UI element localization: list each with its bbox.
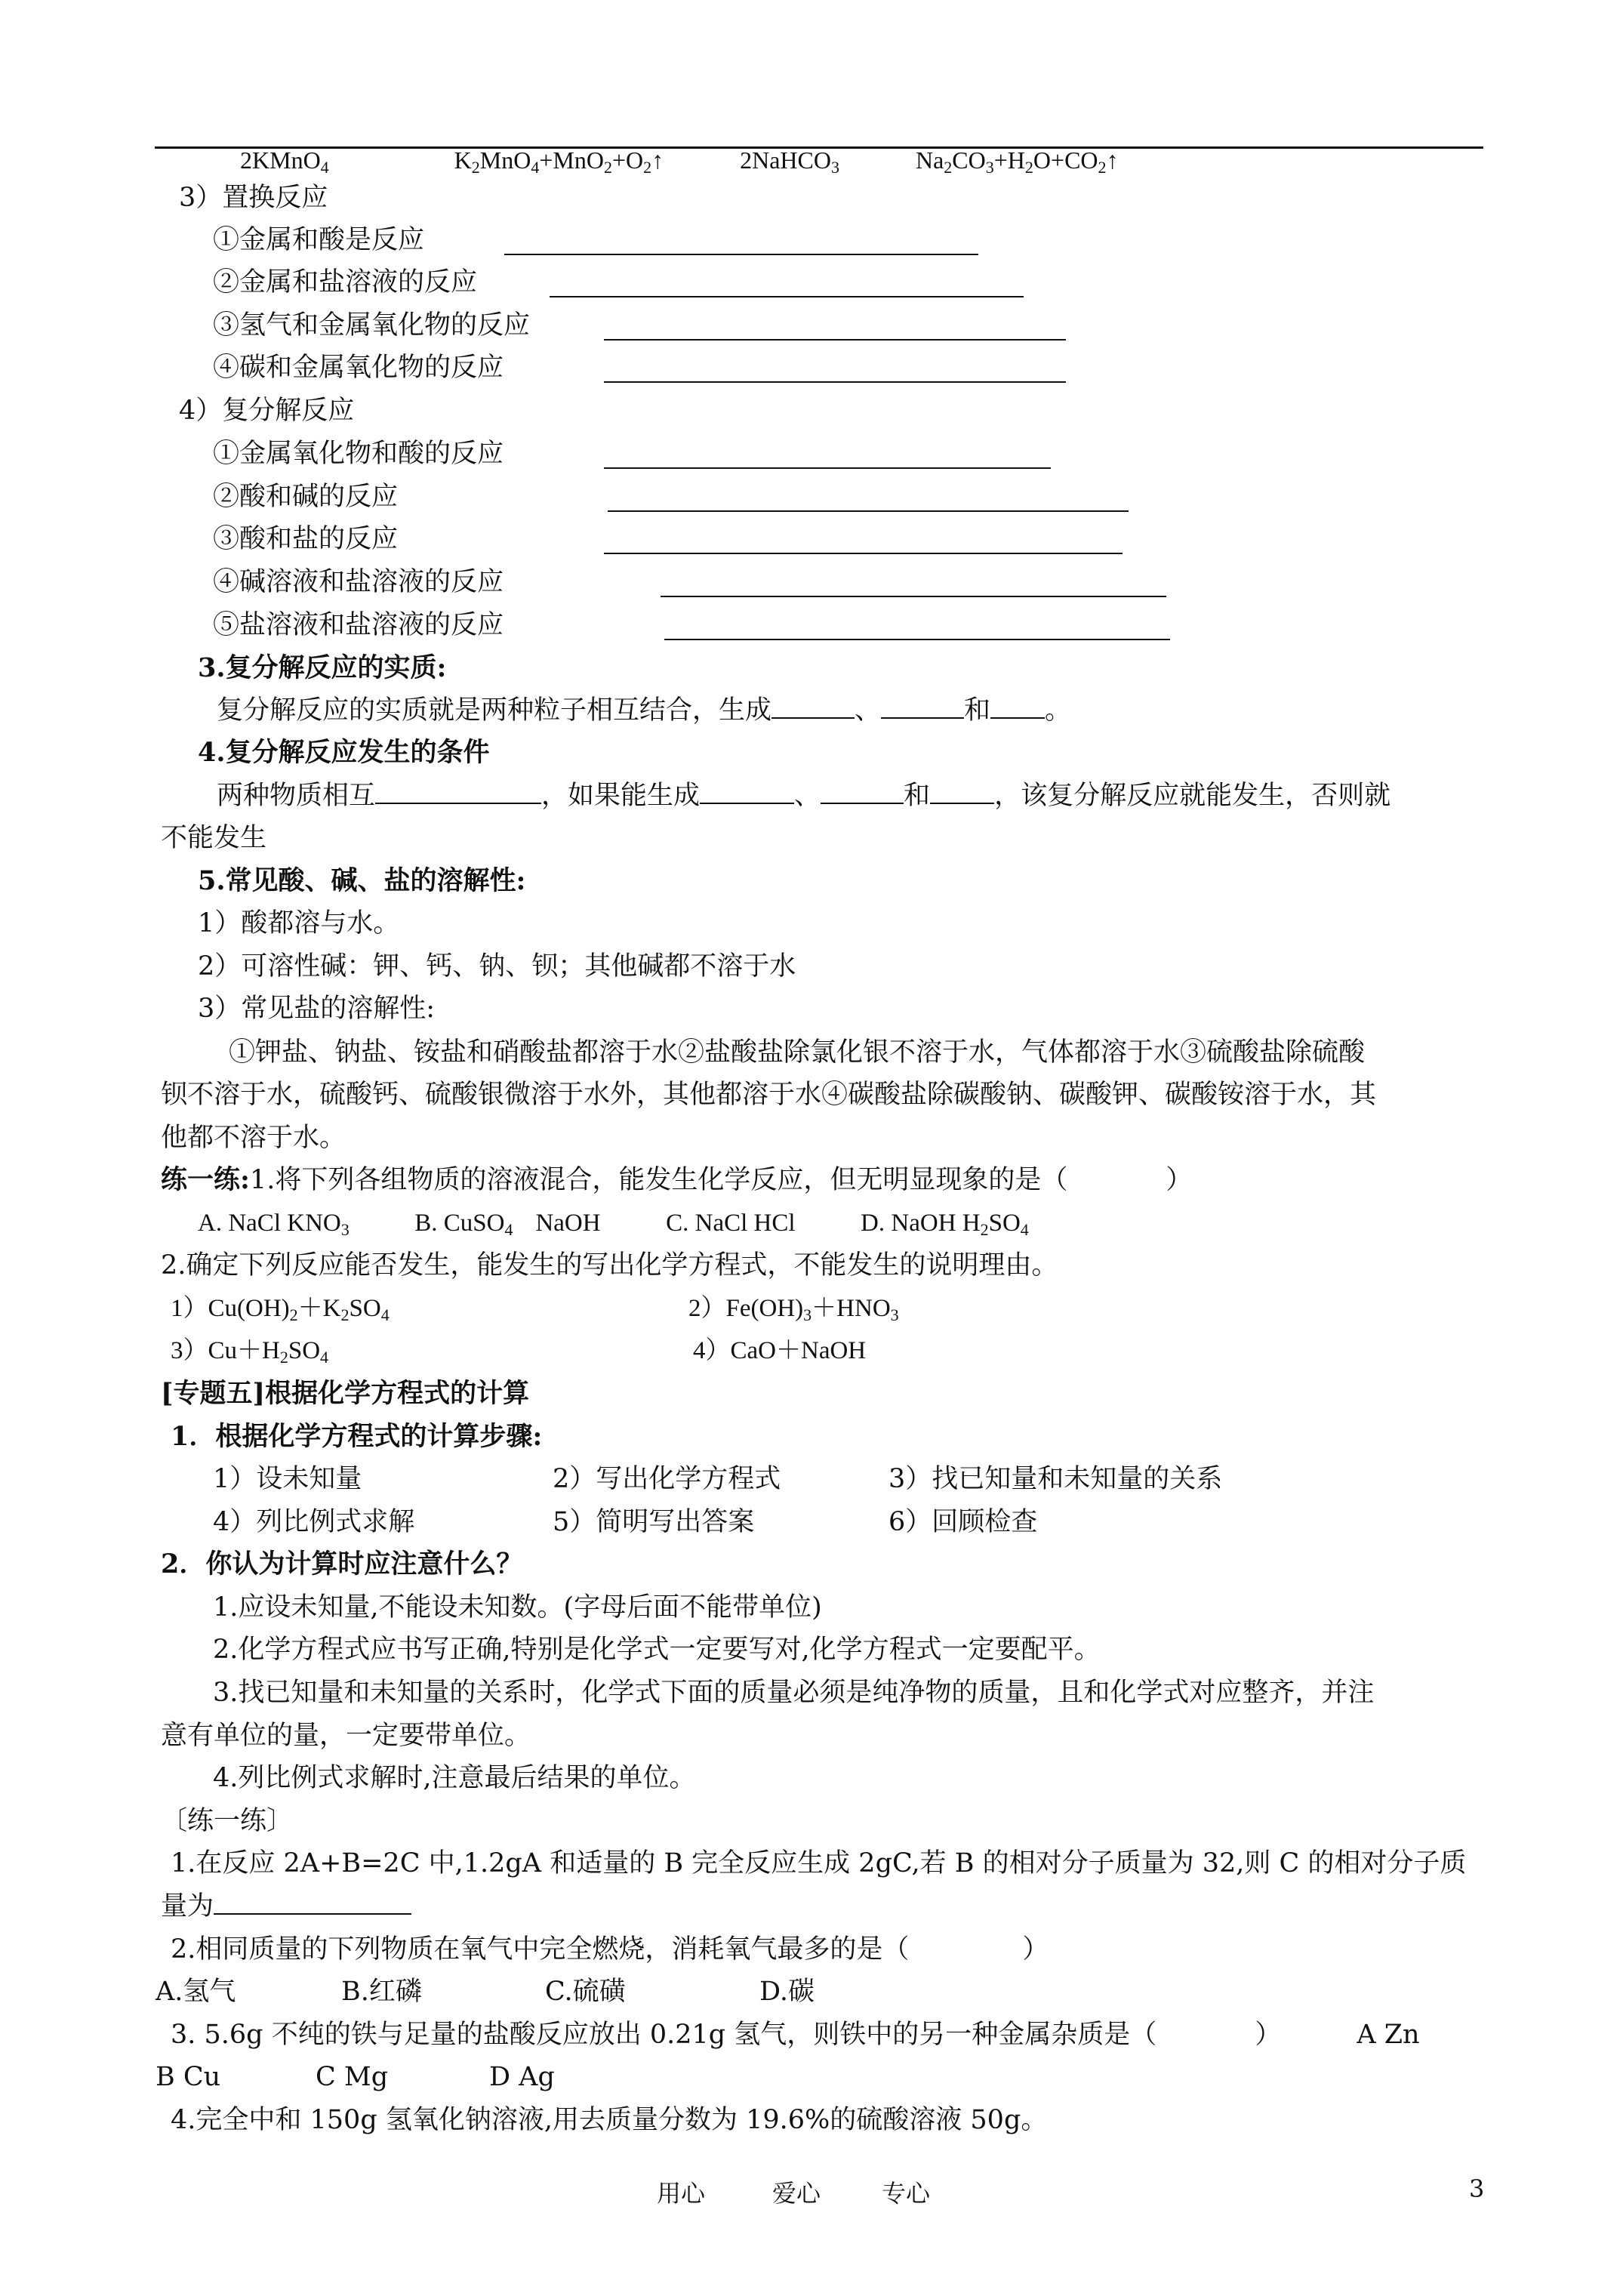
practice2-q1-cont: 量为 bbox=[161, 1890, 411, 1923]
answer-blank[interactable] bbox=[821, 780, 904, 804]
practice2-q4: 4.完全中和 150g 氢氧化钠溶液,用去质量分数为 19.6%的硫酸溶液 50g。 bbox=[171, 2105, 1048, 2135]
practice2-q2: 2.相同质量的下列物质在氧气中完全燃烧，消耗氧气最多的是（ ） bbox=[171, 1934, 1049, 1965]
solubility-p1: ①钾盐、钠盐、铵盐和硝酸盐都溶于水②盐酸盐除氯化银不溶于水，气体都溶于水③硫酸盐除硫酸 bbox=[229, 1037, 1366, 1068]
step-6: 6）回顾检查 bbox=[888, 1507, 1038, 1537]
answer-blank[interactable] bbox=[604, 553, 1123, 554]
answer-blank[interactable] bbox=[550, 296, 1024, 297]
note-2: 2.化学方程式应书写正确,特别是化学式一定要写对,化学方程式一定要配平。 bbox=[213, 1635, 1101, 1665]
nahco3-products: $Na_2CO_3+H_2O+CO_2↑$ bbox=[915, 146, 1119, 177]
answer-blank[interactable] bbox=[214, 1891, 411, 1915]
step-1: 1）设未知量 bbox=[213, 1464, 362, 1494]
up-arrow-icon: ↑ bbox=[1106, 146, 1119, 174]
q3-option-d[interactable]: D Ag bbox=[489, 2062, 555, 2092]
topic5-h1: 1．根据化学方程式的计算步骤: bbox=[171, 1421, 543, 1452]
footer-word-1: 用心 bbox=[657, 2179, 706, 2208]
step-5: 5）简明写出答案 bbox=[553, 1507, 755, 1537]
s4-item-1: ①金属氧化物和酸的反应 bbox=[213, 439, 504, 469]
up-arrow-icon: ↑ bbox=[651, 146, 664, 174]
q2-option-a[interactable]: A.氢气 bbox=[156, 1977, 236, 2007]
practice2-label: 〔练一练〕 bbox=[161, 1806, 294, 1836]
option-a[interactable]: A. NaCl $KNO_3$ bbox=[198, 1210, 350, 1239]
answer-blank[interactable] bbox=[661, 596, 1166, 597]
step-2: 2）写出化学方程式 bbox=[553, 1464, 781, 1494]
solubility-l3: 3）常见盐的溶解性: bbox=[198, 994, 436, 1024]
s3-item-1: ①金属和酸是反应 bbox=[213, 225, 425, 255]
note-4: 4.列比例式求解时,注意最后结果的单位。 bbox=[213, 1763, 696, 1793]
kmno4-left: 2KMnO$_4$ bbox=[240, 146, 329, 177]
essence-text: 复分解反应的实质就是两种粒子相互结合，生成 、 和 。 bbox=[217, 695, 1072, 726]
reaction-2: $2)Fe(OH)_3+HNO_3$ bbox=[688, 1295, 899, 1324]
answer-blank[interactable] bbox=[700, 780, 794, 804]
s4-item-4: ④碱溶液和盐溶液的反应 bbox=[213, 567, 504, 597]
section-3-title: 3）置换反应 bbox=[179, 183, 328, 213]
condition-title: 4.复分解反应发生的条件 bbox=[198, 737, 490, 768]
s3-item-2: ②金属和盐溶液的反应 bbox=[213, 267, 478, 297]
equation-line bbox=[240, 143, 1119, 177]
step-4: 4）列比例式求解 bbox=[213, 1507, 415, 1537]
note-1: 1.应设未知量,不能设未知数。(字母后面不能带单位) bbox=[213, 1592, 822, 1623]
s4-item-2: ②酸和碱的反应 bbox=[213, 482, 399, 512]
practice1-q1: 练一练:1.将下列各组物质的溶液混合，能发生化学反应，但无明显现象的是（ ） bbox=[161, 1164, 1193, 1195]
step-3: 3）找已知量和未知量的关系 bbox=[888, 1464, 1223, 1494]
solubility-l2: 2）可溶性碱：钾、钙、钠、钡；其他碱都不溶于水 bbox=[198, 951, 796, 982]
solubility-p3: 他都不溶于水。 bbox=[161, 1123, 346, 1153]
footer-word-2: 爱心 bbox=[772, 2179, 821, 2208]
note-3-cont: 意有单位的量，一定要带单位。 bbox=[161, 1721, 531, 1751]
option-d[interactable]: D. NaOH $H_2SO_4$ bbox=[861, 1210, 1029, 1239]
s3-item-3: ③氢气和金属氧化物的反应 bbox=[213, 310, 531, 341]
practice2-q3: 3. 5.6g 不纯的铁与足量的盐酸反应放出 0.21g 氢气，则铁中的另一种金属杂质是（ ） A Zn bbox=[171, 2020, 1420, 2050]
answer-blank[interactable] bbox=[930, 780, 994, 804]
answer-blank[interactable] bbox=[664, 639, 1170, 640]
answer-blank[interactable] bbox=[604, 339, 1066, 341]
practice2-q1: 1.在反应 2A+B=2C 中,1.2gA 和适量的 B 完全反应生成 2gC,若 B 的相对分子质量为 32,则 C 的相对分子质 bbox=[171, 1848, 1467, 1878]
section-4-title: 4）复分解反应 bbox=[179, 396, 355, 426]
answer-blank[interactable] bbox=[604, 381, 1066, 383]
solubility-l1: 1）酸都溶与水。 bbox=[198, 908, 400, 938]
topic5-h2: 2．你认为计算时应注意什么？ bbox=[161, 1549, 523, 1579]
solubility-title: 5.常见酸、碱、盐的溶解性: bbox=[198, 865, 526, 896]
s4-item-3: ③酸和盐的反应 bbox=[213, 524, 399, 554]
answer-blank[interactable] bbox=[604, 467, 1051, 469]
s3-item-4: ④碳和金属氧化物的反应 bbox=[213, 353, 504, 383]
essence-title: 3.复分解反应的实质: bbox=[198, 652, 447, 683]
answer-blank[interactable] bbox=[504, 254, 978, 255]
solubility-p2: 钡不溶于水，硫酸钙、硫酸银微溶于水外，其他都溶于水④碳酸盐除碳酸钠、碳酸钾、碳酸铵溶于水，其 bbox=[161, 1080, 1377, 1110]
answer-blank[interactable] bbox=[771, 695, 855, 719]
answer-blank[interactable] bbox=[881, 695, 964, 719]
option-c[interactable]: C. NaCl HCl bbox=[666, 1210, 796, 1237]
answer-blank[interactable] bbox=[608, 510, 1129, 512]
footer-word-3: 专心 bbox=[882, 2179, 931, 2208]
reaction-3: $3)Cu+H_2SO_4$ bbox=[171, 1337, 329, 1367]
q2-option-b[interactable]: B.红磷 bbox=[341, 1977, 422, 2007]
note-3: 3.找已知量和未知量的关系时，化学式下面的质量必须是纯净物的质量，且和化学式对应整齐，并注 bbox=[213, 1678, 1375, 1708]
option-b[interactable]: B. CuSO$_4$ NaOH bbox=[414, 1210, 601, 1239]
q3-option-c[interactable]: C Mg bbox=[316, 2062, 389, 2092]
answer-blank[interactable] bbox=[990, 695, 1045, 719]
q2-option-d[interactable]: D.碳 bbox=[759, 1977, 815, 2007]
topic5-title: [专题五]根据化学方程式的计算 bbox=[161, 1378, 530, 1409]
q3-option-a[interactable]: A Zn bbox=[1357, 2020, 1420, 2050]
condition-text: 两种物质相互 ，如果能生成 、 和 ，该复分解反应就能发生，否则就 bbox=[217, 781, 1391, 811]
page-number: 3 bbox=[1469, 2174, 1485, 2203]
reaction-1: $1)Cu(OH)_2+K_2SO_4$ bbox=[171, 1295, 390, 1324]
condition-text-cont: 不能发生 bbox=[161, 823, 267, 853]
answer-blank[interactable] bbox=[375, 780, 541, 804]
reaction-4: 4）CaO＋NaOH bbox=[693, 1337, 867, 1364]
practice1-options bbox=[198, 1207, 1029, 1240]
kmno4-products: $K_2MnO_4+MnO_2+O_2↑$ bbox=[454, 146, 664, 177]
q3-option-b[interactable]: B Cu bbox=[156, 2062, 221, 2092]
practice1-q2: 2.确定下列反应能否发生，能发生的写出化学方程式，不能发生的说明理由。 bbox=[161, 1250, 1058, 1281]
nahco3-left: 2NaHCO$_3$ bbox=[740, 146, 839, 177]
q2-option-c[interactable]: C.硫磺 bbox=[545, 1977, 626, 2007]
s4-item-5: ⑤盐溶液和盐溶液的反应 bbox=[213, 610, 504, 640]
